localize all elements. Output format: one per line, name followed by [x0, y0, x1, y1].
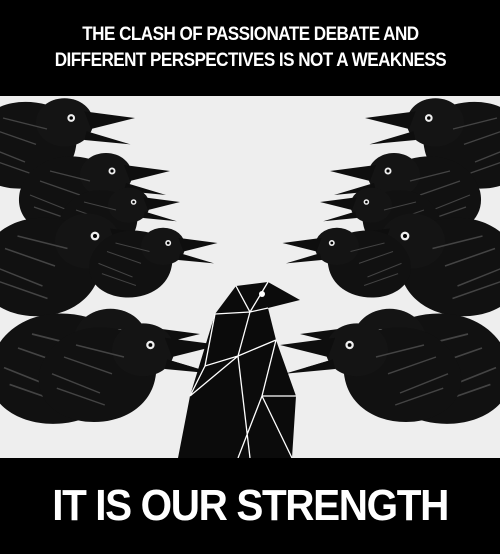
top-caption [0, 0, 500, 96]
bottom-caption-text: IT IS OUR STRENGTH [52, 481, 448, 530]
crow-illustration-svg [0, 96, 500, 458]
crow-illustration [0, 96, 500, 458]
bottom-caption [0, 458, 500, 554]
top-caption-line-1: THE CLASH OF PASSIONATE DEBATE AND [81, 24, 419, 45]
top-caption-line-2: DIFFERENT PERSPECTIVES IS NOT A WEAKNESS [54, 50, 446, 71]
left-crow-flock [0, 98, 220, 424]
right-crow-flock [280, 98, 500, 424]
